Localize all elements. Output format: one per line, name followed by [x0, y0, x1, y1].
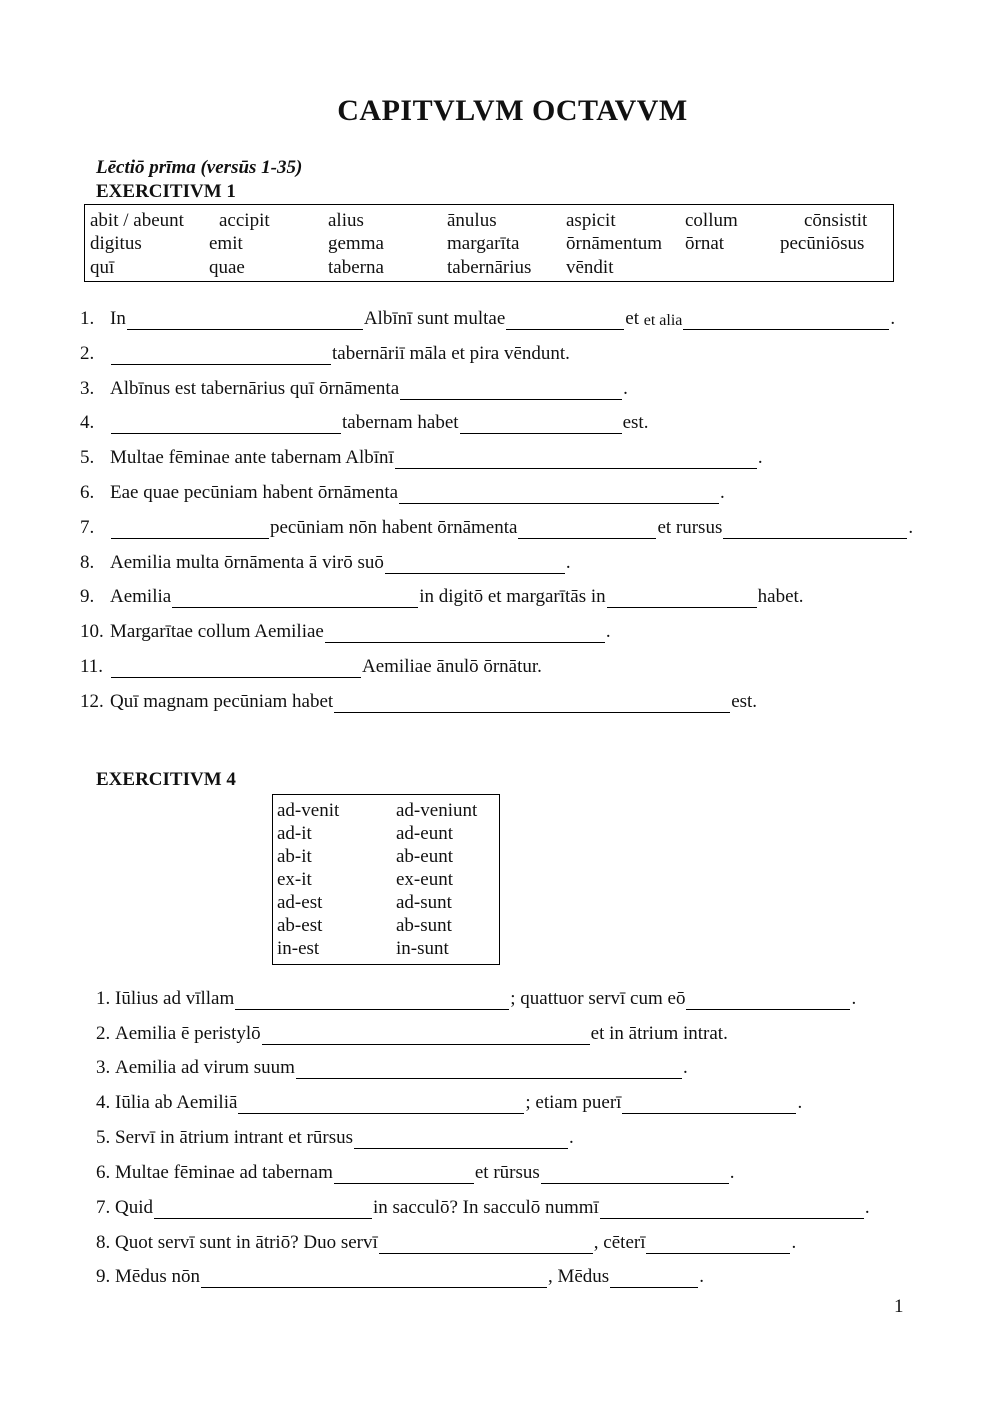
item-number: 9.	[80, 586, 95, 607]
exercise-1-item-10	[80, 619, 611, 643]
item-text: Iūlius ad vīllam	[115, 988, 235, 1009]
item-text: est.	[622, 412, 649, 433]
answer-blank[interactable]	[172, 589, 418, 608]
answer-blank[interactable]	[723, 520, 907, 539]
exercise-4-item-5	[96, 1125, 574, 1149]
word-bank-item: ānulus	[447, 210, 497, 231]
item-number: 8.	[96, 1232, 111, 1253]
item-text: .	[699, 1266, 704, 1287]
word-bank-item: pecūniōsus	[780, 233, 865, 254]
item-text: Quot servī sunt in ātriō? Duo servī	[115, 1232, 378, 1253]
item-text: .	[623, 378, 628, 399]
item-text: habet.	[757, 586, 804, 607]
answer-blank[interactable]	[154, 1200, 372, 1219]
item-text: .	[720, 482, 725, 503]
exercise-1-item-7	[80, 515, 913, 539]
item-text: Aemilia	[110, 586, 172, 607]
answer-blank[interactable]	[385, 555, 565, 574]
exercise-4-item-4	[96, 1090, 802, 1114]
item-number: 3.	[80, 378, 95, 399]
item-number: 1.	[80, 308, 95, 329]
word-bank-item: cōnsistit	[804, 210, 868, 231]
exercise-4-item-1	[96, 986, 856, 1010]
exercise-1-item-8	[80, 550, 571, 574]
word-bank-item: ad-venit	[277, 800, 340, 821]
item-text: Quī magnam pecūniam habet	[110, 691, 334, 712]
answer-blank[interactable]	[683, 311, 889, 330]
item-text: In	[110, 308, 126, 329]
answer-blank[interactable]	[354, 1130, 568, 1149]
item-text: et in ātrium intrat.	[590, 1023, 728, 1044]
answer-blank[interactable]	[111, 346, 331, 365]
item-text: ; etiam puerī	[525, 1092, 622, 1113]
item-number: 10.	[80, 621, 104, 642]
item-text: Albīnus est tabernārius quī ōrnāmenta	[110, 378, 400, 399]
word-bank-item: emit	[209, 233, 243, 254]
item-text: Aemilia multa ōrnāmenta ā virō suō	[110, 552, 384, 573]
word-bank-item: ex-eunt	[396, 869, 453, 890]
word-bank-item: in-sunt	[396, 938, 449, 959]
item-text: .	[729, 1162, 735, 1183]
page-number: 1	[894, 1296, 904, 1317]
word-bank-item: digitus	[90, 233, 142, 254]
word-bank-item: taberna	[328, 257, 384, 278]
answer-blank[interactable]	[111, 659, 361, 678]
word-bank-item: ōrnāmentum	[566, 233, 663, 254]
word-bank-item: margarīta	[447, 233, 520, 254]
answer-blank[interactable]	[518, 520, 656, 539]
item-text: et alia	[643, 312, 683, 329]
word-bank-item: aspicit	[566, 210, 616, 231]
answer-blank[interactable]	[296, 1060, 682, 1079]
item-text: Iūlia ab Aemiliā	[115, 1092, 238, 1113]
exercise-1-item-12	[80, 689, 757, 713]
item-number: 7.	[96, 1197, 111, 1218]
answer-blank[interactable]	[460, 415, 622, 434]
answer-blank[interactable]	[238, 1095, 524, 1114]
answer-blank[interactable]	[610, 1269, 698, 1288]
item-text: Aemilia ē peristylō	[115, 1023, 261, 1044]
word-bank-item: accipit	[219, 210, 270, 231]
item-text: Aemiliae ānulō ōrnātur.	[362, 656, 542, 677]
exercise-1-item-2	[80, 341, 570, 365]
item-text: ; quattuor servī cum eō	[510, 988, 686, 1009]
word-bank-item: ad-sunt	[396, 892, 452, 913]
item-text: est.	[731, 691, 758, 712]
item-text: .	[568, 1127, 574, 1148]
word-bank-item: quī	[90, 257, 115, 278]
item-text: .	[605, 621, 611, 642]
word-bank-item: ad-est	[277, 892, 323, 913]
item-text: .	[797, 1092, 803, 1113]
exercise-1-item-1	[80, 306, 895, 330]
word-bank-item: in-est	[277, 938, 320, 959]
answer-blank[interactable]	[127, 311, 363, 330]
item-text: pecūniam nōn habent ōrnāmenta	[270, 517, 518, 538]
word-bank-item: ex-it	[277, 869, 312, 890]
exercise-1-item-5	[80, 445, 763, 469]
word-bank-item: quae	[209, 257, 245, 278]
item-text: .	[565, 552, 571, 573]
item-text: .	[791, 1232, 797, 1253]
item-text: et	[625, 308, 639, 329]
exercise-1-item-6	[80, 480, 725, 504]
exercise-1-item-11	[80, 654, 542, 678]
item-text: in sacculō? In sacculō nummī	[373, 1197, 599, 1218]
item-text: Eae quae pecūniam habent ōrnāmenta	[110, 482, 399, 503]
exercise-4-item-3	[96, 1055, 688, 1079]
item-number: 6.	[80, 482, 95, 503]
item-number: 5.	[80, 447, 95, 468]
item-number: 7.	[80, 517, 95, 538]
answer-blank[interactable]	[686, 991, 850, 1010]
word-bank-item: tabernārius	[447, 257, 532, 278]
item-text: Multae fēminae ad tabernam	[115, 1162, 333, 1183]
item-text: .	[757, 447, 763, 468]
answer-blank[interactable]	[379, 1235, 593, 1254]
answer-blank[interactable]	[262, 1026, 590, 1045]
answer-blank[interactable]	[622, 1095, 796, 1114]
answer-blank[interactable]	[600, 1200, 864, 1219]
word-bank-item: ab-sunt	[396, 915, 452, 936]
item-text: .	[851, 988, 857, 1009]
answer-blank[interactable]	[506, 311, 624, 330]
answer-blank[interactable]	[111, 415, 341, 434]
exercise-1-item-4	[80, 410, 648, 434]
item-number: 3.	[96, 1057, 111, 1078]
word-bank-item: ab-est	[277, 915, 323, 936]
item-number: 8.	[80, 552, 95, 573]
item-number: 12.	[80, 691, 104, 712]
item-text: Quid	[115, 1197, 153, 1218]
word-bank-item: gemma	[328, 233, 384, 254]
exercise-4-item-8	[96, 1230, 796, 1254]
item-text: tabernāriī māla et pira vēndunt.	[332, 343, 570, 364]
exercise-4-item-9	[96, 1264, 704, 1288]
item-text: .	[890, 308, 896, 329]
item-text: Aemilia ad virum suum	[115, 1057, 295, 1078]
word-bank-item: ad-veniunt	[396, 800, 478, 821]
item-text: in digitō et margarītās in	[419, 586, 606, 607]
item-text: .	[864, 1197, 870, 1218]
page-title: CAPITVLVM OCTAVVM	[337, 94, 688, 127]
answer-blank[interactable]	[395, 450, 757, 469]
word-bank-item: alius	[328, 210, 364, 231]
exercise-4-item-2	[96, 1021, 728, 1045]
answer-blank[interactable]	[400, 381, 622, 400]
item-number: 2.	[80, 343, 95, 364]
item-text: Multae fēminae ante tabernam Albīnī	[110, 447, 394, 468]
item-number: 4.	[80, 412, 95, 433]
word-bank-item: collum	[685, 210, 738, 231]
answer-blank[interactable]	[201, 1269, 547, 1288]
item-text: Albīnī sunt multae	[363, 308, 506, 329]
item-number: 11.	[80, 656, 104, 677]
word-bank-item: ab-eunt	[396, 846, 453, 867]
word-bank-item: ad-it	[277, 823, 312, 844]
exercise-1-item-3	[80, 376, 628, 400]
answer-blank[interactable]	[541, 1165, 729, 1184]
item-text: tabernam habet	[342, 412, 459, 433]
item-text: , cēterī	[593, 1232, 646, 1253]
answer-blank[interactable]	[325, 624, 605, 643]
word-bank-item: abit / abeunt	[90, 210, 184, 231]
exercise-1-item-9	[80, 584, 804, 608]
item-number: 4.	[96, 1092, 111, 1113]
item-number: 5.	[96, 1127, 111, 1148]
item-text: , Mēdus	[547, 1266, 610, 1287]
exercise-4-heading: EXERCITIVM 4	[96, 769, 236, 790]
exercise-1-heading: EXERCITIVM 1	[96, 181, 236, 202]
answer-blank[interactable]	[607, 589, 757, 608]
word-bank-item: vēndit	[566, 257, 614, 278]
answer-blank[interactable]	[399, 485, 719, 504]
item-text: et rūrsus	[474, 1162, 540, 1183]
item-text: .	[908, 517, 914, 538]
exercise-4-item-6	[96, 1160, 735, 1184]
item-text: .	[682, 1057, 688, 1078]
word-bank-item: ab-it	[277, 846, 312, 867]
item-number: 1.	[96, 988, 111, 1009]
item-number: 9.	[96, 1266, 111, 1287]
item-text: Mēdus nōn	[115, 1266, 200, 1287]
item-text: Servī in ātrium intrant et rūrsus	[115, 1127, 353, 1148]
word-bank-item: ad-eunt	[396, 823, 453, 844]
lesson-subtitle: Lēctiō prīma (versūs 1-35)	[96, 157, 303, 178]
answer-blank[interactable]	[334, 694, 730, 713]
answer-blank[interactable]	[646, 1235, 790, 1254]
item-number: 6.	[96, 1162, 111, 1183]
exercise-4-word-bank	[272, 794, 500, 965]
item-text: et rursus	[657, 517, 723, 538]
answer-blank[interactable]	[334, 1165, 474, 1184]
word-bank-item: ōrnat	[685, 233, 725, 254]
exercise-4-item-7	[96, 1195, 870, 1219]
answer-blank[interactable]	[235, 991, 509, 1010]
item-text: Margarītae collum Aemiliae	[110, 621, 324, 642]
item-number: 2.	[96, 1023, 111, 1044]
exercise-1-word-bank	[84, 204, 894, 282]
answer-blank[interactable]	[111, 520, 269, 539]
